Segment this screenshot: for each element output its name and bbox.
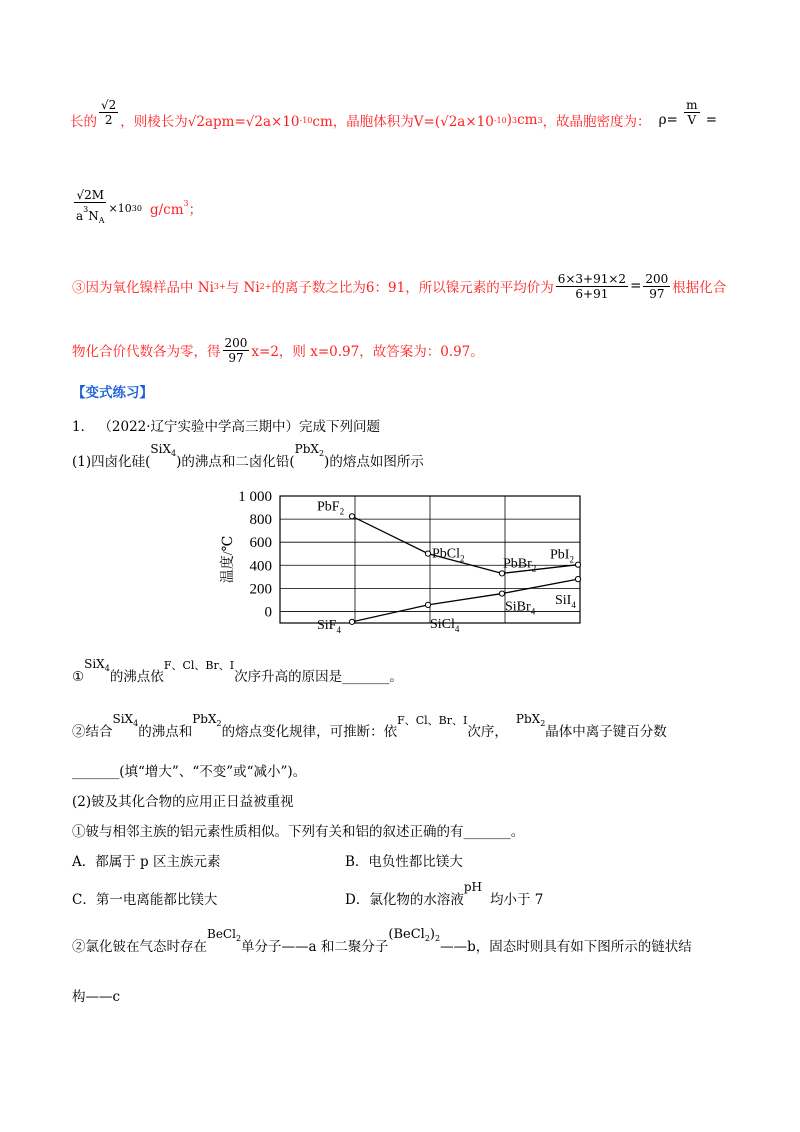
fraction-denominator: 2 [104, 112, 113, 127]
subscript: A [98, 216, 105, 225]
fraction [684, 98, 699, 127]
data-point [425, 602, 430, 607]
part-1-intro [72, 442, 424, 470]
formula-pbx2 [516, 712, 545, 728]
formula: ) [429, 927, 435, 942]
fraction [99, 98, 118, 127]
solution-line-3 [72, 266, 726, 306]
text: )的熔点如图所示 [324, 454, 424, 470]
text: 。 [389, 669, 403, 685]
data-point [499, 571, 504, 576]
fraction-denominator: 97 [649, 286, 665, 301]
density-formula [658, 97, 718, 135]
fraction [223, 336, 250, 365]
subscript: 2 [435, 934, 441, 943]
question-2-cont [72, 760, 306, 780]
formula: SiX [84, 657, 105, 671]
formula-becl2-dimer [388, 927, 440, 943]
formula-becl2 [207, 927, 241, 943]
data-label: PbF$_2$ [317, 499, 345, 517]
equals-sign: = [705, 111, 718, 128]
halogen-list: F、Cl、Br、I [397, 714, 468, 727]
answer-blank[interactable]: _______ [463, 824, 511, 840]
fraction-denominator: V [687, 112, 697, 127]
answer-blank[interactable]: _______ [72, 764, 120, 780]
unit: g/cm [149, 202, 184, 218]
fraction [556, 272, 628, 301]
y-tick-label: 400 [249, 558, 272, 575]
solution-text: ，则棱长为√2apm=√2a×10 [120, 114, 300, 130]
text: 均小于 7 [489, 892, 544, 908]
charge: 3+ [213, 281, 226, 291]
fraction-numerator: m [686, 97, 698, 112]
solution-text: ，故晶胞密度为： [542, 114, 651, 130]
text: 次序， [467, 724, 508, 740]
question-source: （2022·辽宁实验中学高三期中）完成下列问题 [98, 419, 381, 435]
solution-line-4 [72, 330, 484, 370]
text: 的沸点依 [109, 669, 164, 685]
exponent: 30 [131, 203, 142, 213]
text: D．氯化物的水溶液 [345, 892, 464, 908]
fraction-numerator: √2M [76, 188, 105, 202]
solution-text: 物化合价代数各为零，得 [72, 344, 221, 360]
y-axis-label: 温度/℃ [221, 535, 236, 584]
data-label: SiBr$_4$ [505, 599, 536, 617]
subscript: 2 [318, 449, 325, 458]
valence-formula [554, 272, 673, 301]
y-tick-label: 200 [249, 581, 272, 598]
formula: PbX [294, 442, 319, 456]
text: (1)四卤化硅( [72, 454, 151, 470]
exponent: 3 [537, 115, 543, 125]
formula-pbx2 [192, 712, 221, 728]
solution-text: 长的 [70, 114, 97, 130]
data-point [575, 562, 580, 567]
data-label: PbCl$_2$ [432, 546, 465, 564]
option-d[interactable] [345, 880, 543, 908]
subscript: 4 [133, 719, 139, 728]
punctuation: ； [188, 202, 203, 218]
times-ten: ×10 [108, 201, 132, 215]
data-point [349, 619, 354, 624]
subscript: 4 [171, 449, 177, 458]
text: 晶体中离子键百分数 [545, 724, 667, 740]
solution-text: cm，晶胞体积为V=(√2a×10 [312, 114, 494, 130]
part-2-intro: (2)铍及其化合物的应用正日益被重视 [72, 794, 294, 810]
text: ——b，固态时则具有如下图所示的链状结 [440, 939, 692, 955]
fraction-numerator: 200 [224, 335, 248, 350]
fraction-numerator: 200 [645, 271, 669, 286]
data-point [499, 591, 504, 596]
temperature-chart [200, 486, 600, 635]
solution-line-1 [70, 97, 718, 140]
data-label-subscript: 2 [531, 563, 537, 574]
density-unit [150, 198, 202, 218]
fraction-numerator: √2 [101, 97, 117, 112]
solution-line-2 [72, 188, 202, 228]
formula-six4 [84, 657, 110, 673]
solution-text: x=2，则 x=0.97，故答案为：0.97。 [251, 344, 484, 360]
data-label-subscript: 2 [460, 553, 465, 564]
chart-svg [200, 486, 600, 635]
text: 的沸点和 [138, 724, 193, 740]
solution-text: ③因为氧化镍样品中 Ni [72, 280, 214, 296]
text: ②结合 [72, 724, 113, 740]
fraction-numerator: 6×3+91×2 [557, 271, 627, 286]
data-label-subscript: 2 [569, 554, 574, 565]
option-c[interactable]: C．第一电离能都比镁大 [72, 892, 218, 908]
formula-six4 [150, 442, 176, 458]
y-tick-label: 0 [264, 604, 272, 621]
fraction-denominator: 6+91 [575, 286, 609, 301]
subscript: 2 [540, 719, 546, 728]
series-line-SiX4 [352, 579, 578, 622]
text: )的沸点和二卤化铅( [176, 454, 295, 470]
formula: SiX [150, 442, 171, 456]
data-label-subscript: 4 [336, 624, 341, 635]
data-label: SiCl$_4$ [430, 616, 460, 634]
text: 次序升高的原因是 [234, 669, 343, 685]
halogen-list: F、Cl、Br、I [163, 659, 235, 672]
charge: 2+ [259, 281, 272, 291]
data-label-subscript: 2 [339, 506, 345, 517]
text: 单分子——a 和二聚分子 [241, 939, 389, 955]
data-point [349, 514, 354, 519]
fraction-denominator [74, 203, 107, 228]
y-tick-label: 600 [249, 535, 272, 552]
data-point [575, 577, 580, 582]
ph-label: pH [463, 880, 482, 894]
data-label-subscript: 4 [454, 623, 460, 634]
y-tick-label: 800 [249, 512, 272, 529]
question-2 [72, 712, 667, 740]
option-b[interactable]: B．电负性都比镁大 [345, 854, 463, 870]
text: (填“增大”、“不变”或“减小”)。 [119, 764, 307, 780]
question-number: 1． [72, 419, 95, 435]
question-4-cont: 构——c [72, 989, 121, 1005]
formula: PbX [515, 712, 541, 726]
exponent: 3 [512, 115, 518, 125]
question-1 [72, 657, 403, 685]
solution-text: 根据化合 [672, 280, 727, 296]
text: 。 [510, 824, 525, 840]
formula-pbx2 [295, 442, 324, 458]
formula: SiX [112, 712, 134, 726]
text: ①铍与相邻主族的铝元素性质相似。下列有关和铝的叙述正确的有 [72, 824, 464, 840]
rho-symbol: ρ= [658, 111, 678, 128]
formula: BeCl [207, 927, 236, 941]
text: ① [72, 669, 85, 685]
formula: (BeCl [388, 927, 425, 942]
question-3 [72, 820, 524, 840]
equals-sign: = [630, 278, 642, 294]
data-label: PbI$_2$ [550, 547, 574, 565]
subscript: 2 [424, 934, 430, 943]
solution-text: 的离子数之比为6：91，所以镍元素的平均价为 [271, 280, 554, 296]
text: ②氯化铍在气态时存在 [72, 939, 207, 955]
question-header [72, 415, 380, 435]
data-label-subscript: 4 [571, 600, 576, 611]
data-label-subscript: 4 [530, 606, 536, 617]
y-tick-label: 1 000 [238, 489, 272, 505]
formula-six4 [113, 712, 139, 728]
data-point [425, 551, 430, 556]
solution-text: cm [517, 112, 538, 128]
section-tag: 【变式练习】 [72, 385, 153, 401]
answer-blank[interactable]: _______ [342, 669, 390, 685]
text: 的熔点变化规律，可推断：依 [221, 724, 398, 740]
data-label: SiF$_4$ [317, 617, 341, 635]
exponent: -10 [493, 115, 507, 125]
solution-text: 与 Ni [225, 280, 260, 296]
subscript: 2 [216, 719, 222, 728]
fraction [643, 272, 670, 301]
option-a[interactable]: A．都属于 p 区主族元素 [72, 854, 221, 870]
exponent: 3 [83, 205, 89, 214]
formula: PbX [192, 712, 217, 726]
den-a: a [76, 209, 84, 223]
subscript: 2 [235, 934, 242, 943]
exponent: -10 [299, 115, 313, 125]
fraction-denominator: 97 [228, 350, 244, 365]
den-n: N [88, 209, 99, 223]
question-4 [72, 927, 692, 955]
data-label: SiI$_4$ [555, 593, 576, 611]
exponent: 3 [183, 199, 189, 208]
data-label: PbBr$_2$ [503, 556, 537, 574]
fraction [74, 188, 107, 228]
solution-text: ) [506, 112, 512, 128]
subscript: 4 [104, 664, 110, 673]
series-line-PbX2 [352, 516, 578, 573]
